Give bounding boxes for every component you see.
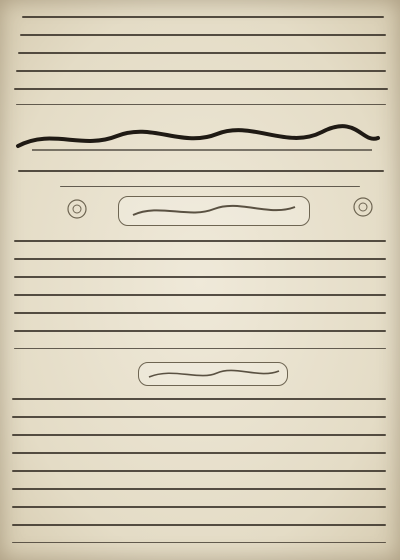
text-line bbox=[14, 258, 386, 260]
flower-ornament-right bbox=[346, 194, 380, 220]
text-line bbox=[12, 524, 386, 526]
text-line bbox=[16, 70, 386, 72]
text-line bbox=[18, 52, 386, 54]
text-line bbox=[20, 34, 386, 36]
text-line bbox=[14, 88, 388, 90]
text-line bbox=[12, 506, 386, 508]
text-line bbox=[12, 416, 386, 418]
basmala-cartouche-small bbox=[138, 362, 288, 386]
text-line bbox=[14, 330, 386, 332]
text-line bbox=[14, 240, 386, 242]
text-line bbox=[16, 104, 386, 105]
heading-line bbox=[12, 120, 384, 158]
text-line bbox=[22, 16, 384, 18]
heading-strokes bbox=[12, 120, 384, 158]
text-line bbox=[14, 312, 386, 314]
text-line bbox=[60, 186, 360, 187]
basmala-cartouche bbox=[118, 196, 310, 226]
text-line bbox=[14, 348, 386, 349]
text-line bbox=[12, 470, 386, 472]
text-line bbox=[12, 398, 386, 400]
text-line bbox=[12, 434, 386, 436]
text-line bbox=[14, 276, 386, 278]
text-line bbox=[12, 488, 386, 490]
text-line bbox=[18, 170, 384, 172]
flower-ornament-left bbox=[60, 196, 94, 222]
text-line bbox=[14, 294, 386, 296]
text-line bbox=[12, 452, 386, 454]
text-line bbox=[12, 542, 386, 543]
